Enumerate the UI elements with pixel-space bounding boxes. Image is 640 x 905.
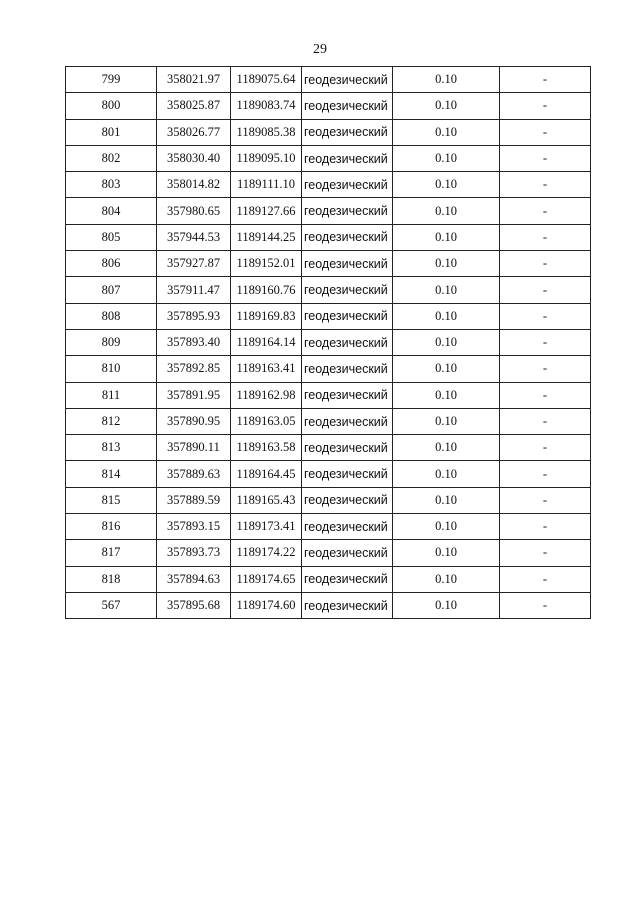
extra-cell: - [500, 145, 591, 171]
y-coordinate-cell: 1189152.01 [231, 251, 302, 277]
y-coordinate-cell: 1189164.45 [231, 461, 302, 487]
accuracy-cell: 0.10 [393, 198, 500, 224]
method-cell: геодезический [302, 461, 393, 487]
point-number-cell: 815 [66, 487, 157, 513]
extra-cell: - [500, 303, 591, 329]
x-coordinate-cell: 357895.68 [157, 592, 231, 618]
method-cell: геодезический [302, 487, 393, 513]
table-row [66, 382, 591, 408]
point-number-cell: 811 [66, 382, 157, 408]
method-cell: геодезический [302, 408, 393, 434]
method-cell: геодезический [302, 251, 393, 277]
accuracy-cell: 0.10 [393, 224, 500, 250]
point-number-cell: 801 [66, 119, 157, 145]
method-cell: геодезический [302, 224, 393, 250]
coordinates-table [65, 66, 591, 619]
extra-cell: - [500, 592, 591, 618]
point-number-cell: 809 [66, 329, 157, 355]
x-coordinate-cell: 357890.11 [157, 435, 231, 461]
method-cell: геодезический [302, 67, 393, 93]
method-cell: геодезический [302, 119, 393, 145]
table-row [66, 356, 591, 382]
y-coordinate-cell: 1189144.25 [231, 224, 302, 250]
y-coordinate-cell: 1189095.10 [231, 145, 302, 171]
extra-cell: - [500, 251, 591, 277]
extra-cell: - [500, 172, 591, 198]
extra-cell: - [500, 67, 591, 93]
y-coordinate-cell: 1189169.83 [231, 303, 302, 329]
extra-cell: - [500, 329, 591, 355]
extra-cell: - [500, 119, 591, 145]
y-coordinate-cell: 1189165.43 [231, 487, 302, 513]
table-row [66, 198, 591, 224]
extra-cell: - [500, 435, 591, 461]
page-number: 29 [313, 42, 327, 57]
x-coordinate-cell: 358030.40 [157, 145, 231, 171]
table-row [66, 461, 591, 487]
point-number-cell: 803 [66, 172, 157, 198]
method-cell: геодезический [302, 435, 393, 461]
accuracy-cell: 0.10 [393, 514, 500, 540]
y-coordinate-cell: 1189164.14 [231, 329, 302, 355]
x-coordinate-cell: 358025.87 [157, 93, 231, 119]
method-cell: геодезический [302, 356, 393, 382]
method-cell: геодезический [302, 93, 393, 119]
extra-cell: - [500, 224, 591, 250]
y-coordinate-cell: 1189162.98 [231, 382, 302, 408]
extra-cell: - [500, 540, 591, 566]
y-coordinate-cell: 1189163.41 [231, 356, 302, 382]
accuracy-cell: 0.10 [393, 566, 500, 592]
accuracy-cell: 0.10 [393, 461, 500, 487]
accuracy-cell: 0.10 [393, 487, 500, 513]
y-coordinate-cell: 1189163.05 [231, 408, 302, 434]
table-row [66, 329, 591, 355]
method-cell: геодезический [302, 566, 393, 592]
point-number-cell: 814 [66, 461, 157, 487]
x-coordinate-cell: 357892.85 [157, 356, 231, 382]
extra-cell: - [500, 487, 591, 513]
table-row [66, 303, 591, 329]
table-row [66, 566, 591, 592]
extra-cell: - [500, 382, 591, 408]
y-coordinate-cell: 1189174.65 [231, 566, 302, 592]
point-number-cell: 802 [66, 145, 157, 171]
x-coordinate-cell: 357893.40 [157, 329, 231, 355]
table-row [66, 224, 591, 250]
x-coordinate-cell: 358021.97 [157, 67, 231, 93]
x-coordinate-cell: 358014.82 [157, 172, 231, 198]
table-row [66, 145, 591, 171]
point-number-cell: 810 [66, 356, 157, 382]
point-number-cell: 806 [66, 251, 157, 277]
extra-cell: - [500, 356, 591, 382]
method-cell: геодезический [302, 145, 393, 171]
x-coordinate-cell: 357889.63 [157, 461, 231, 487]
point-number-cell: 805 [66, 224, 157, 250]
x-coordinate-cell: 357889.59 [157, 487, 231, 513]
table-row [66, 67, 591, 93]
extra-cell: - [500, 93, 591, 119]
extra-cell: - [500, 198, 591, 224]
table-row [66, 540, 591, 566]
point-number-cell: 816 [66, 514, 157, 540]
method-cell: геодезический [302, 172, 393, 198]
point-number-cell: 818 [66, 566, 157, 592]
accuracy-cell: 0.10 [393, 540, 500, 566]
accuracy-cell: 0.10 [393, 592, 500, 618]
x-coordinate-cell: 357895.93 [157, 303, 231, 329]
y-coordinate-cell: 1189083.74 [231, 93, 302, 119]
table-row [66, 592, 591, 618]
method-cell: геодезический [302, 382, 393, 408]
accuracy-cell: 0.10 [393, 67, 500, 93]
coordinates-table-body [66, 67, 591, 619]
y-coordinate-cell: 1189085.38 [231, 119, 302, 145]
accuracy-cell: 0.10 [393, 119, 500, 145]
extra-cell: - [500, 514, 591, 540]
point-number-cell: 812 [66, 408, 157, 434]
x-coordinate-cell: 357944.53 [157, 224, 231, 250]
accuracy-cell: 0.10 [393, 435, 500, 461]
accuracy-cell: 0.10 [393, 408, 500, 434]
table-row [66, 514, 591, 540]
accuracy-cell: 0.10 [393, 251, 500, 277]
table-row [66, 487, 591, 513]
y-coordinate-cell: 1189111.10 [231, 172, 302, 198]
point-number-cell: 817 [66, 540, 157, 566]
method-cell: геодезический [302, 540, 393, 566]
table-row [66, 277, 591, 303]
x-coordinate-cell: 357927.87 [157, 251, 231, 277]
point-number-cell: 808 [66, 303, 157, 329]
extra-cell: - [500, 408, 591, 434]
x-coordinate-cell: 357890.95 [157, 408, 231, 434]
accuracy-cell: 0.10 [393, 329, 500, 355]
accuracy-cell: 0.10 [393, 145, 500, 171]
point-number-cell: 567 [66, 592, 157, 618]
x-coordinate-cell: 357891.95 [157, 382, 231, 408]
table-row [66, 119, 591, 145]
x-coordinate-cell: 357911.47 [157, 277, 231, 303]
y-coordinate-cell: 1189160.76 [231, 277, 302, 303]
accuracy-cell: 0.10 [393, 382, 500, 408]
method-cell: геодезический [302, 514, 393, 540]
x-coordinate-cell: 358026.77 [157, 119, 231, 145]
y-coordinate-cell: 1189174.22 [231, 540, 302, 566]
point-number-cell: 799 [66, 67, 157, 93]
table-row [66, 408, 591, 434]
table-row [66, 251, 591, 277]
extra-cell: - [500, 566, 591, 592]
y-coordinate-cell: 1189173.41 [231, 514, 302, 540]
point-number-cell: 800 [66, 93, 157, 119]
point-number-cell: 807 [66, 277, 157, 303]
method-cell: геодезический [302, 303, 393, 329]
x-coordinate-cell: 357893.15 [157, 514, 231, 540]
accuracy-cell: 0.10 [393, 303, 500, 329]
y-coordinate-cell: 1189174.60 [231, 592, 302, 618]
y-coordinate-cell: 1189075.64 [231, 67, 302, 93]
point-number-cell: 813 [66, 435, 157, 461]
accuracy-cell: 0.10 [393, 93, 500, 119]
method-cell: геодезический [302, 592, 393, 618]
method-cell: геодезический [302, 277, 393, 303]
point-number-cell: 804 [66, 198, 157, 224]
x-coordinate-cell: 357894.63 [157, 566, 231, 592]
accuracy-cell: 0.10 [393, 356, 500, 382]
extra-cell: - [500, 461, 591, 487]
x-coordinate-cell: 357893.73 [157, 540, 231, 566]
x-coordinate-cell: 357980.65 [157, 198, 231, 224]
y-coordinate-cell: 1189163.58 [231, 435, 302, 461]
method-cell: геодезический [302, 329, 393, 355]
table-row [66, 172, 591, 198]
table-row [66, 435, 591, 461]
accuracy-cell: 0.10 [393, 172, 500, 198]
method-cell: геодезический [302, 198, 393, 224]
table-row [66, 93, 591, 119]
extra-cell: - [500, 277, 591, 303]
accuracy-cell: 0.10 [393, 277, 500, 303]
y-coordinate-cell: 1189127.66 [231, 198, 302, 224]
